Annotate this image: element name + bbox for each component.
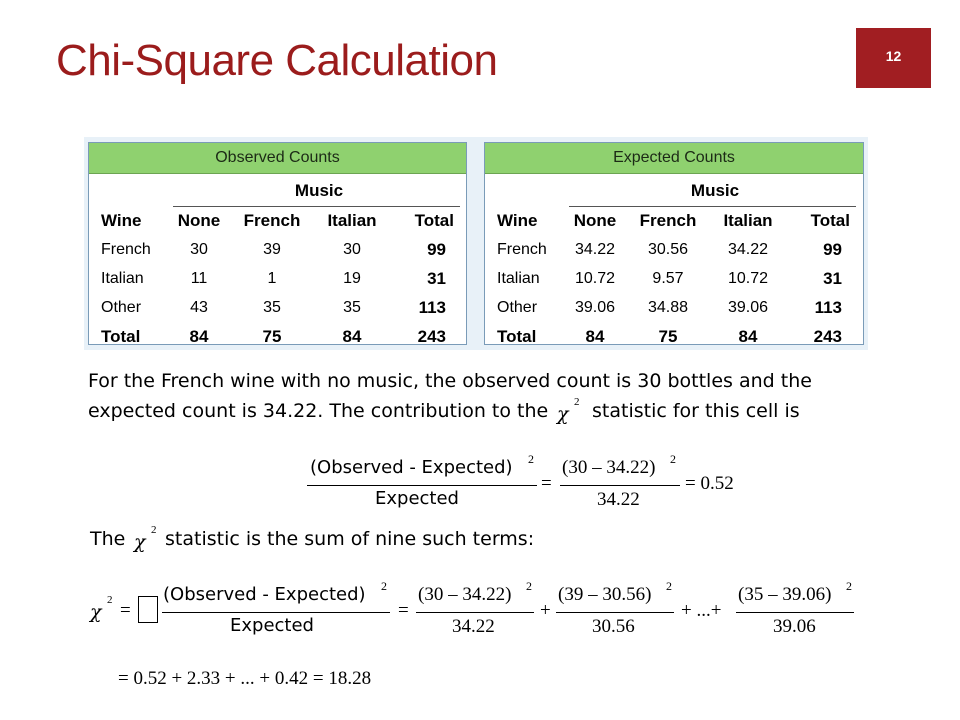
observed-grand-total: 243 xyxy=(417,327,446,346)
term2-numerator: (39 – 30.56) xyxy=(558,584,652,605)
explanation-line-2-end: statistic for this cell is xyxy=(592,400,800,422)
observed-row-total: 31 xyxy=(427,269,446,288)
observed-total-cell: 75 xyxy=(262,327,282,346)
expected-grand-total: 243 xyxy=(813,327,842,346)
expected-col-french: French xyxy=(639,211,697,230)
plus-sign: + xyxy=(540,600,551,621)
count-tables-figure xyxy=(84,137,868,350)
formula1-equals: = xyxy=(541,473,552,494)
term3-fraction-bar xyxy=(736,612,854,613)
expected-row-total: 99 xyxy=(823,240,842,259)
formula1-denominator: Expected xyxy=(375,488,459,509)
term2-fraction-bar xyxy=(556,612,674,613)
expected-col-total: Total xyxy=(810,211,850,230)
observed-col-french: French xyxy=(243,211,301,230)
chi-exponent-3: 2 xyxy=(107,594,113,606)
term3-denominator: 39.06 xyxy=(773,616,816,637)
observed-cell: 11 xyxy=(190,270,208,287)
expected-col-none: None xyxy=(573,211,617,230)
expected-total-cell: 84 xyxy=(738,327,758,346)
slide-title: Chi-Square Calculation xyxy=(56,36,498,85)
observed-group-rule xyxy=(173,206,460,207)
expected-row-label: Other xyxy=(497,299,538,316)
expected-group-label: Music xyxy=(690,181,740,200)
chi-symbol: χ xyxy=(557,403,569,425)
summation-placeholder-box xyxy=(138,596,158,623)
term2-exponent: 2 xyxy=(666,579,672,593)
observed-group-label: Music xyxy=(294,181,344,200)
chi-exponent-2: 2 xyxy=(151,524,157,536)
term2-denominator: 30.56 xyxy=(592,616,635,637)
formula2-num-exponent: 2 xyxy=(381,579,387,593)
explanation-line-1: For the French wine with no music, the observed count is 30 bottles and the xyxy=(88,370,812,392)
formula1-fraction-bar xyxy=(307,485,537,486)
formula2-equals: = xyxy=(120,600,131,621)
observed-cell: 35 xyxy=(263,299,281,316)
observed-row-label: French xyxy=(101,241,151,258)
expected-total-label: Total xyxy=(497,327,537,346)
formula2-equals-2: = xyxy=(398,600,409,621)
formula2-fraction-bar xyxy=(162,612,390,613)
observed-row-total: 99 xyxy=(427,240,446,259)
observed-total-label: Total xyxy=(101,327,141,346)
expected-total-cell: 75 xyxy=(658,327,678,346)
formula1-numerator: (Observed - Expected) xyxy=(310,457,513,478)
expected-cell: 10.72 xyxy=(727,270,769,287)
sum-intro-start: The xyxy=(90,528,126,550)
slide-number-badge xyxy=(856,28,931,88)
expected-cell: 39.06 xyxy=(727,299,769,316)
expected-total-cell: 84 xyxy=(585,327,605,346)
formula2-numerator: (Observed - Expected) xyxy=(163,584,366,605)
expected-row-label: Italian xyxy=(497,270,540,287)
term1-numerator: (30 – 34.22) xyxy=(418,584,512,605)
observed-col-none: None xyxy=(177,211,221,230)
chi-exponent: 2 xyxy=(574,396,580,408)
observed-counts-table xyxy=(88,142,467,345)
expected-cell: 34.88 xyxy=(647,299,689,316)
term3-numerator: (35 – 39.06) xyxy=(738,584,832,605)
formula2-denominator: Expected xyxy=(230,615,314,636)
expected-group-rule xyxy=(569,206,856,207)
expected-row-total: 113 xyxy=(814,298,842,317)
observed-total-cell: 84 xyxy=(342,327,362,346)
observed-header: Observed Counts xyxy=(89,143,466,174)
observed-cell: 43 xyxy=(190,299,208,316)
expected-cell: 34.22 xyxy=(727,241,769,258)
observed-total-cell: 84 xyxy=(189,327,209,346)
expected-row-label: French xyxy=(497,241,547,258)
expected-cell: 39.06 xyxy=(574,299,616,316)
expected-cell: 9.57 xyxy=(652,270,684,287)
chi-symbol-2: χ xyxy=(134,531,146,553)
slide-number: 12 xyxy=(885,48,902,64)
expected-header: Expected Counts xyxy=(485,143,863,174)
formula1-num2-exponent: 2 xyxy=(670,452,676,466)
formula1-denominator-2: 34.22 xyxy=(597,489,640,510)
formula1-result: = 0.52 xyxy=(685,473,734,494)
expected-cell: 10.72 xyxy=(574,270,616,287)
observed-cell: 30 xyxy=(343,241,361,258)
observed-cell: 39 xyxy=(263,241,281,258)
formula1-num-exponent: 2 xyxy=(528,452,534,466)
formula1-numerator-2: (30 – 34.22) xyxy=(562,457,656,478)
term1-fraction-bar xyxy=(416,612,534,613)
expected-row-total: 31 xyxy=(823,269,842,288)
observed-cell: 1 xyxy=(267,270,277,287)
sum-intro-end: statistic is the sum of nine such terms: xyxy=(165,528,535,550)
expected-col-wine: Wine xyxy=(497,211,538,230)
observed-row-total: 113 xyxy=(418,298,446,317)
ellipsis-plus: + ...+ xyxy=(681,600,722,621)
formula1-fraction-bar-2 xyxy=(560,485,680,486)
term3-exponent: 2 xyxy=(846,579,852,593)
expected-counts-table xyxy=(484,142,864,345)
expected-cell: 34.22 xyxy=(574,241,616,258)
observed-cell: 19 xyxy=(343,270,361,287)
final-sum: = 0.52 + 2.33 + ... + 0.42 = 18.28 xyxy=(118,668,372,689)
explanation-line-2: expected count is 34.22. The contribution to the xyxy=(88,400,549,422)
expected-col-italian: Italian xyxy=(723,211,773,230)
observed-row-label: Italian xyxy=(101,270,144,287)
observed-col-italian: Italian xyxy=(327,211,377,230)
expected-cell: 30.56 xyxy=(647,241,689,258)
observed-row-label: Other xyxy=(101,299,142,316)
term1-exponent: 2 xyxy=(526,579,532,593)
observed-col-total: Total xyxy=(414,211,454,230)
observed-col-wine: Wine xyxy=(101,211,142,230)
chi-symbol-3: χ xyxy=(90,601,102,623)
term1-denominator: 34.22 xyxy=(452,616,495,637)
observed-cell: 30 xyxy=(190,241,208,258)
observed-cell: 35 xyxy=(343,299,361,316)
